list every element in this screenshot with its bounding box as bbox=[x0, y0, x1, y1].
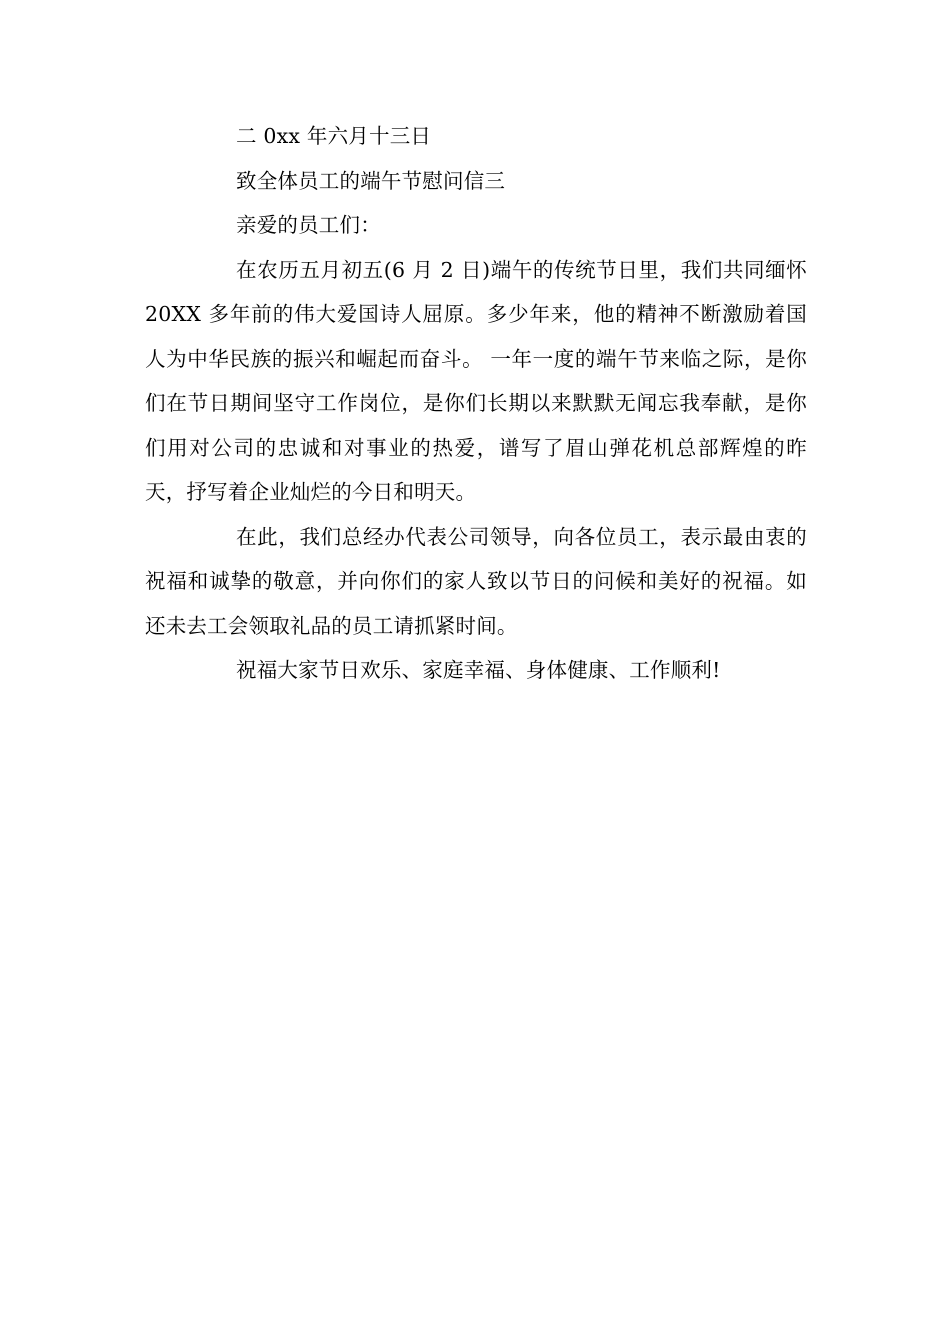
date-line: 二 0xx 年六月十三日 bbox=[236, 124, 432, 148]
letter-body bbox=[145, 114, 807, 693]
letter-title: 致全体员工的端午节慰问信三 bbox=[236, 168, 506, 193]
closing-wishes: 祝福大家节日欢乐、家庭幸福、身体健康、工作顺利! bbox=[236, 658, 721, 682]
paragraph-1: 在农历五月初五(6 月 2 日)端午的传统节日里，我们共同缅怀 20XX 多年前的伟大爱国诗人屈原。多少年来，他的精神不断激励着国人为中华民族的振兴和崛起而奋斗。 一年一度的端午节来临之际，是你们在节日期间坚守工作岗位，是你们长期以来默默无闻忘我奉献，是你们用对公司的忠诚和对事业的热爱，谱写了眉山弹花机总部辉煌的昨天，抒写着企业灿烂的今日和明天。 bbox=[145, 257, 807, 504]
paragraph-2: 在此，我们总经办代表公司领导，向各位员工，表示最由衷的祝福和诚挚的敬意，并向你们的家人致以节日的问候和美好的祝福。如还未去工会领取礼品的员工请抓紧时间。 bbox=[145, 524, 807, 638]
salutation: 亲爱的员工们： bbox=[236, 213, 381, 237]
